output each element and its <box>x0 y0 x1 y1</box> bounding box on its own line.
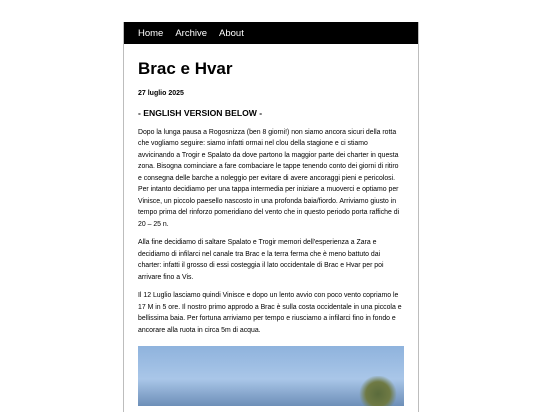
nav-about-link[interactable]: About <box>219 27 244 39</box>
photo-vegetation <box>358 376 398 406</box>
nav-archive-link[interactable]: Archive <box>175 27 208 39</box>
post-photo <box>138 346 404 406</box>
post-paragraph: Il 12 Luglio lasciamo quindi Vinisce e dopo un lento avvio con poco vento copriamo le 17 M in 5 ore. Il nostro primo approdo a Brac è sulla costa occidentale in una piccola e bellissima baia. Per fortuna arriviamo per tempo e riusciamo a infilarci fino in fondo e ancorare alla ruota in circa 5m di acqua. <box>138 292 402 334</box>
post-date: 27 luglio 2025 <box>138 89 184 97</box>
post-title: Brac e Hvar <box>138 59 233 78</box>
post-paragraph: Dopo la lunga pausa a Rogosnizza (ben 8 giorni!) non siamo ancora sicuri della rotta che vogliamo seguire: siamo infatti ormai nel clou della stagione e ci stiamo avvicinando a Trogir e Spalato da dove partono la maggior parte dei charter in questa zona. Bisogna cominciare a fare combaciare le tappe tenendo conto dei giorni di ritiro e consegna delle barche a noleggio per evitare di avere ancoraggi pieni e pericolosi. Per intanto decidiamo per una tappa intermedia per iniziare a muoverci e optiamo per Vinisce, un piccolo paesello nascosto in una profonda baia/fiordo. Arriviamo giusto in tempo prima del rinforzo pomeridiano del vento che in questo periodo porta raffiche di 20 – 25 n. <box>138 128 400 228</box>
post-subtitle: - ENGLISH VERSION BELOW - <box>138 107 263 118</box>
post-content <box>124 60 418 406</box>
blog-page <box>123 22 419 412</box>
nav-home-link[interactable]: Home <box>138 27 164 39</box>
top-navbar <box>124 22 418 44</box>
post-paragraph: Alla fine decidiamo di saltare Spalato e Trogir memori dell'esperienza a Zara e decidiamo di infilarci nel canale tra Brac e la terra ferma che è meno battuto dai charter: infatti il grosso di essi costeggia il lato occidentale di Brac e Hvar per poi arrivare fino a Vis. <box>138 239 384 281</box>
